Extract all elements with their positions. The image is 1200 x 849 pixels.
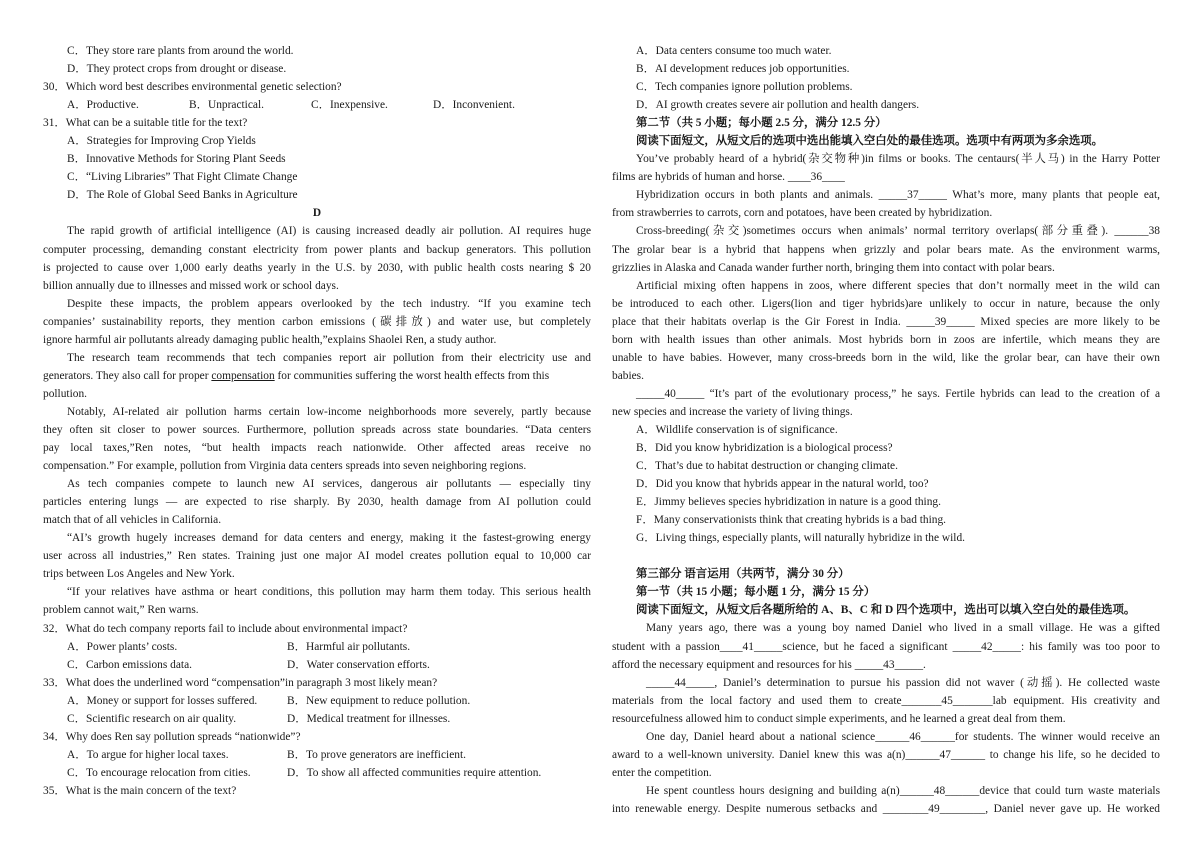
- passage-d-line: they often sit closer to power sources. Furthermore, pollution spreads across state boundaries. “Data centers: [43, 423, 591, 436]
- passage-text: generators. They also call for proper: [43, 369, 212, 382]
- daniel-passage-line: afford the necessary equipment and resources for his _____43_____.: [612, 658, 926, 671]
- passage-d-line: ignore harmful air pollutants already damaging public health,”explains Shaolei Ren, a study author.: [43, 333, 497, 346]
- q30-option-d: D．Inconvenient.: [433, 99, 515, 112]
- q31-option-b: B．Innovative Methods for Storing Plant Seeds: [67, 153, 286, 166]
- q33-option-c: C．Scientific research on air quality.: [67, 712, 237, 725]
- hybrid-passage-line: films are hybrids of human and horse. ____36____: [612, 171, 845, 184]
- daniel-passage-line: One day, Daniel heard about a national science______46______for students. The winner would receive an: [646, 730, 1160, 743]
- passage-d-line: The research team recommends that tech companies report air pollution from their electricity use and: [67, 351, 591, 364]
- hybrid-passage-line: Hybridization occurs in both plants and animals. _____37_____ What’s more, many plants that people eat,: [636, 189, 1160, 202]
- hybrid-passage-line: You’ve probably heard of a hybrid(杂交物种)in films or books. The centaurs(半人马) in the Harry Potter: [636, 153, 1160, 166]
- passage-d-line: Notably, AI-related air pollution harms certain low-income neighborhoods more severely, partly because: [67, 405, 591, 418]
- q35-option-c: C．Tech companies ignore pollution problems.: [636, 81, 853, 94]
- q32-option-c: C．Carbon emissions data.: [67, 658, 192, 671]
- underlined-word-compensation: compensation: [211, 369, 275, 382]
- hybrid-passage-line: from strawberries to carrots, corn and potatoes, have been created by hybridization.: [612, 207, 993, 220]
- passage-d-title: D: [312, 207, 322, 220]
- section1-title: 第一节（共 15 小题；每小题 1 分，满分 15 分）: [636, 586, 876, 599]
- q34-options-row1: [43, 746, 591, 764]
- left-column: [43, 42, 591, 800]
- q34-option-c: C．To encourage relocation from cities.: [67, 766, 251, 779]
- daniel-passage-line: _____44_____, Daniel’s determination to pursue his passion did not waver (动摇). He collected waste: [646, 676, 1160, 689]
- hybrid-option: C．That’s due to habitat destruction or changing climate.: [636, 460, 898, 473]
- hybrid-passage-line: unable to have babies. However, many cross-breeds born in the wild, like the grolar bear, can have their own: [612, 351, 1160, 364]
- daniel-passage-line: Many years ago, there was a young boy named Daniel who lived in a small village. He was a gifted: [646, 622, 1160, 635]
- hybrid-passage-line: Cross-breeding(杂交)sometimes occurs when animals’ normal territory overlaps(部分重叠). ______38: [636, 225, 1160, 238]
- q32-options-row2: [43, 656, 591, 674]
- hybrid-option: A．Wildlife conservation is of significance.: [636, 423, 838, 436]
- daniel-passage-line: student with a passion____41_____science, but he faced a significant _____42_____: his family was too poor to: [612, 640, 1160, 653]
- q32-option-b: B．Harmful air pollutants.: [287, 640, 411, 653]
- q31-stem: 31．What can be a suitable title for the text?: [43, 117, 248, 130]
- q35-option-a: A．Data centers consume too much water.: [636, 45, 832, 57]
- q30-stem: 30．Which word best describes environmental genetic selection?: [43, 81, 342, 94]
- q35-option-b: B．AI development reduces job opportunities.: [636, 63, 850, 76]
- passage-d-line: Despite these impacts, the problem appears overlooked by the tech industry. “If you examine tech: [67, 297, 591, 310]
- daniel-passage-line: enter the competition.: [612, 766, 712, 779]
- q29-option-d: D．They protect crops from drought or disease.: [67, 63, 287, 76]
- part3-title: 第三部分 语言运用（共两节，满分 30 分）: [636, 568, 850, 581]
- hybrid-option: E．Jimmy believes species hybridization in nature is a good thing.: [636, 496, 941, 509]
- spacer: [612, 547, 1160, 565]
- section2-instructions: 阅读下面短文，从短文后的选项中选出能填入空白处的最佳选项。选项中有两项为多余选项。: [636, 135, 1104, 148]
- section1-instructions: 阅读下面短文，从短文后各题所给的 A、B、C 和 D 四个选项中，选出可以填入空白处的最佳选项。: [636, 604, 1136, 617]
- hybrid-passage-line: grizzlies in Alaska and Canada wander further north, bringing them into contact with polar bears.: [612, 261, 1055, 274]
- passage-d-line: is projected to cause over 1,000 early deaths yearly in the U.S. by 2030, with public health costs nearing $ 20: [43, 261, 591, 274]
- q29-option-c: C．They store rare plants from around the world.: [67, 45, 294, 57]
- q34-option-b: B．To prove generators are inefficient.: [287, 748, 466, 761]
- q32-options-row1: [43, 638, 591, 656]
- hybrid-passage-line: Artificial mixing often happens in zoos, where different species that don’t normally meet in the wild can: [636, 279, 1160, 292]
- passage-d-line: “If your relatives have asthma or heart conditions, this pollution may harm them today. This serious health: [67, 586, 591, 599]
- passage-d-line: As tech companies compete to launch new AI services, dangerous air pollutants — especially tiny: [67, 478, 591, 491]
- hybrid-option: G．Living things, especially plants, will naturally hybridize in the wild.: [636, 532, 966, 545]
- passage-d-line: match that of all vehicles in California.: [43, 514, 222, 527]
- q30-option-c: C．Inexpensive.: [311, 99, 388, 112]
- q30-options: [43, 96, 591, 114]
- q32-option-a: A．Power plants’ costs.: [67, 640, 178, 653]
- q35-option-d: D．AI growth creates severe air pollution and health dangers.: [636, 99, 920, 112]
- q30-option-b: B．Unpractical.: [189, 99, 264, 112]
- q31-option-c: C．“Living Libraries” That Fight Climate Change: [67, 171, 298, 184]
- daniel-passage-line: materials from the local factory and used them to create_______45_______lab equipment. His creativity and: [612, 694, 1160, 707]
- hybrid-passage-line: born with health issues than other animals. Most hybrids born in zoos are infertile, which means they are: [612, 333, 1160, 346]
- q34-option-a: A．To argue for higher local taxes.: [67, 748, 229, 761]
- q31-option-a: A．Strategies for Improving Crop Yields: [67, 135, 256, 148]
- q34-stem: 34．Why does Ren say pollution spreads “nationwide”?: [43, 730, 301, 743]
- hybrid-passage-line: babies.: [612, 369, 644, 382]
- daniel-passage-line: He spent countless hours designing and building a(n)______48______device that could turn waste materials: [646, 784, 1160, 797]
- q30-option-a: A．Productive.: [67, 99, 139, 112]
- passage-d-line: pollution.: [43, 387, 87, 400]
- passage-d-line-compensation: [43, 367, 591, 385]
- hybrid-passage-line: The grolar bear is a hybrid that happens when grizzly and polar bears mate. As the environment warms,: [612, 243, 1160, 256]
- passage-text: for communities suffering the worst health effects from this: [274, 369, 550, 382]
- daniel-passage-line: award to a well-known university. Daniel knew this was a(n)______47______ to change his life, so he decided to: [612, 748, 1160, 761]
- hybrid-passage-line: _____40_____ “It’s part of the evolutionary process,” he says. Fertile hybrids can lead to the creation of a: [636, 387, 1160, 400]
- q33-option-a: A．Money or support for losses suffered.: [67, 694, 258, 707]
- q33-options-row2: [43, 710, 591, 728]
- q33-option-b: B．New equipment to reduce pollution.: [287, 694, 471, 707]
- q31-option-d: D．The Role of Global Seed Banks in Agriculture: [67, 189, 298, 202]
- passage-d-line: “AI’s growth hugely increases demand for data centers and energy, making it the fastest-growing energy: [67, 532, 591, 545]
- hybrid-passage-line: new species and increase the variety of living things.: [612, 405, 853, 418]
- q35-stem: 35．What is the main concern of the text?: [43, 784, 237, 797]
- passage-d-line: problem cannot wait,” Ren warns.: [43, 604, 199, 617]
- q34-options-row2: [43, 764, 591, 782]
- daniel-passage-line: resourcefulness allowed him to conduct simple experiments, and he learned a great deal from them.: [612, 712, 1066, 725]
- passage-d-line: The rapid growth of artificial intelligence (AI) is causing increased deadly air pollution. AI requires huge: [67, 225, 591, 238]
- passage-d-line: computer processing, demanding constant electricity from power plants and backup generators. This pollution: [43, 243, 591, 256]
- q33-option-d: D．Medical treatment for illnesses.: [287, 712, 451, 725]
- daniel-passage-line: into renewable energy. Despite numerous setbacks and ________49________, Daniel never gave up. He worked: [612, 802, 1160, 815]
- hybrid-passage-line: be introduced to each other. Ligers(lion and tiger hybrids)are unlikely to occur in nature, because the only: [612, 297, 1160, 310]
- passage-d-line: trips between Los Angeles and New York.: [43, 568, 235, 581]
- passage-d-line: compensation.” For example, pollution from Virginia data centers spreads into seven neighboring regions.: [43, 460, 527, 473]
- passage-d-line: pay local taxes,”Ren notes, “but health impacts reach nationwide. Other affected areas receive no: [43, 442, 591, 455]
- passage-d-line: particles entering lungs — are expected to rise sharply. By 2030, health damage from AI pollution could: [43, 496, 591, 509]
- hybrid-option: B．Did you know hybridization is a biological process?: [636, 442, 893, 455]
- passage-d-line: companies’ sustainability reports, they mention carbon emissions (碳排放) and water use, but completely: [43, 315, 591, 328]
- right-column: [612, 42, 1160, 818]
- q32-stem: 32．What do tech company reports fail to include about environmental impact?: [43, 622, 408, 635]
- q33-options-row1: [43, 692, 591, 710]
- passage-d-line: billion annually due to illnesses and missed work or school days.: [43, 279, 339, 292]
- hybrid-option: D．Did you know that hybrids appear in the natural world, too?: [636, 478, 929, 491]
- section2-title: 第二节（共 5 小题；每小题 2.5 分，满分 12.5 分）: [636, 117, 887, 130]
- passage-d-line: user across all industries,” Ren states. Training just one major AI model creates pollution equal to 10,000 car: [43, 550, 591, 563]
- q33-stem: 33．What does the underlined word “compensation”in paragraph 3 most likely mean?: [43, 676, 438, 689]
- q32-option-d: D．Water conservation efforts.: [287, 658, 430, 671]
- q34-option-d: D．To show all affected communities require attention.: [287, 766, 542, 779]
- hybrid-passage-line: place that their habitats overlap is the Gir Forest in India. _____39_____ Mixed species are more likely to be: [612, 315, 1160, 328]
- hybrid-option: F．Many conservationists think that creating hybrids is a bad thing.: [636, 514, 947, 527]
